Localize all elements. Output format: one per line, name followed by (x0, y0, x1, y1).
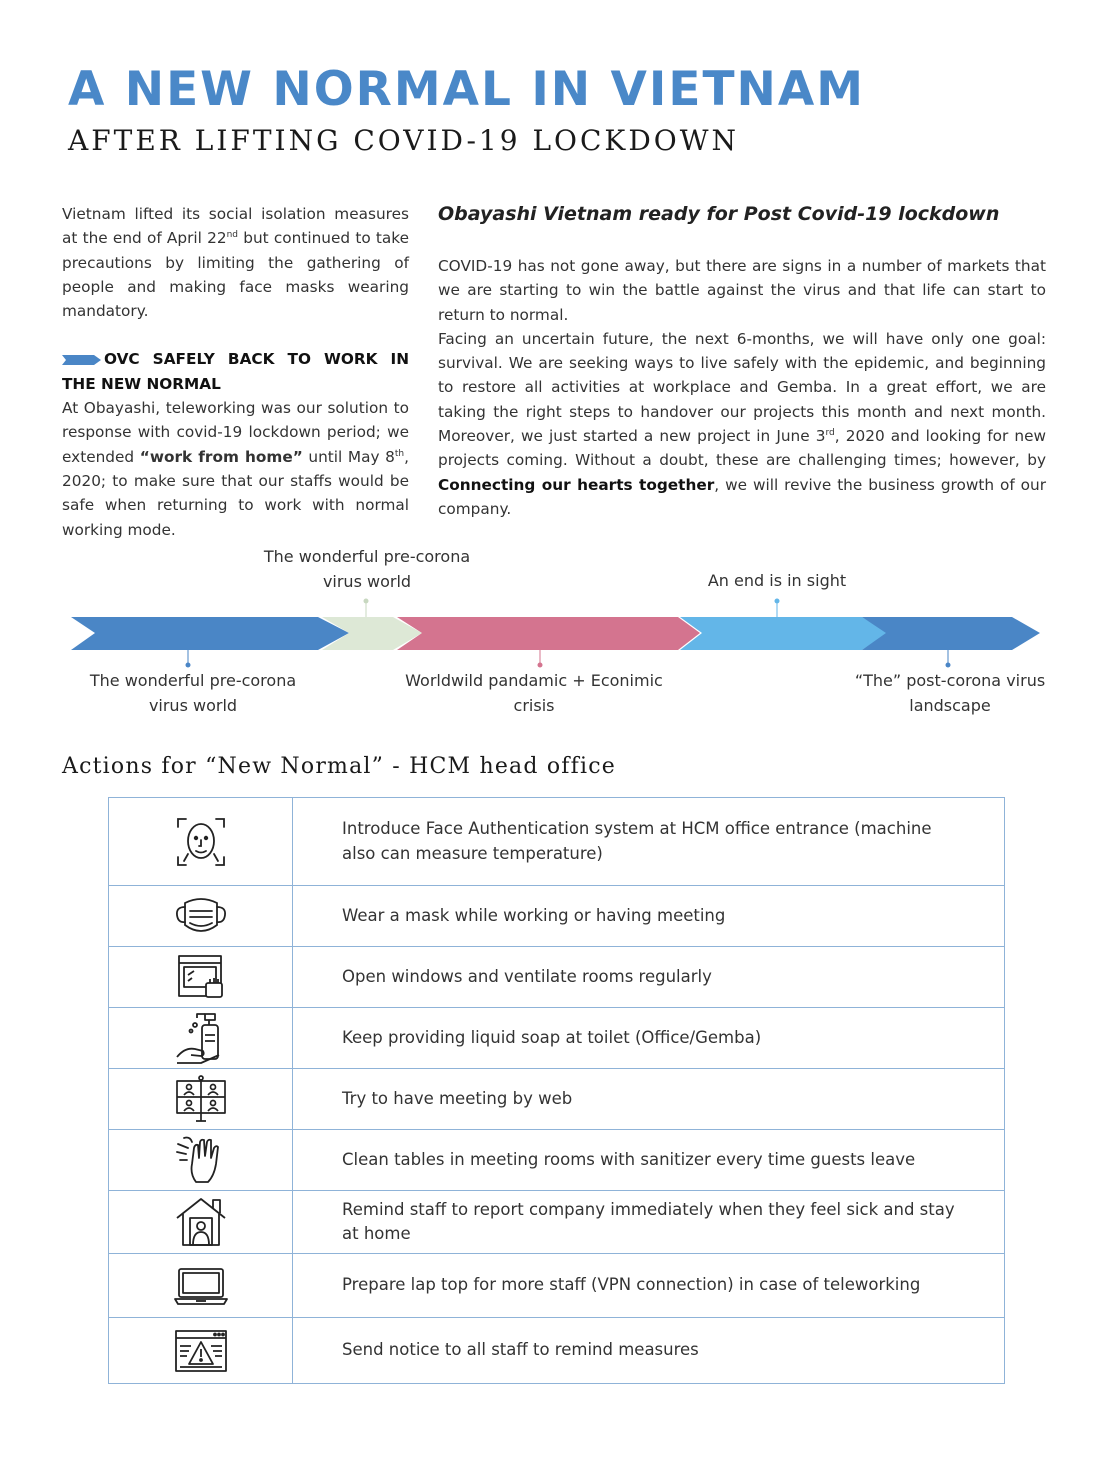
actions-title: Actions for “New Normal” - HCM head office (62, 754, 616, 779)
timeline-dot-1 (186, 663, 191, 668)
table-row (109, 1318, 1005, 1384)
action-text: Remind staff to report company immediately when they feel sick and stay at home (293, 1191, 1005, 1254)
section-heading: OVC SAFELY BACK TO WORK IN THE NEW NORMAL (62, 350, 409, 393)
timeline-stage-3 (397, 617, 700, 650)
action-text: Prepare lap top for more staff (VPN connection) in case of teleworking (293, 1254, 1005, 1318)
intro-paragraph: Vietnam lifted its social isolation measures at the end of April 22nd but continued to take precautions by limiting the gathering of people and making face masks wearing mandatory. (62, 205, 409, 321)
liquid-soap-icon (175, 1011, 227, 1065)
table-row (109, 1069, 1005, 1130)
timeline-label-4: An end is in sight (707, 571, 847, 590)
right-column (438, 200, 1046, 521)
table-row (109, 1130, 1005, 1191)
actions-table (108, 797, 1005, 1384)
timeline-label-3: Worldwild pandamic + Econimic crisis (405, 671, 663, 715)
article-heading: Obayashi Vietnam ready for Post Covid-19 lockdown (438, 203, 1000, 225)
timeline-stage-4 (680, 617, 888, 650)
face-mask-icon (173, 893, 229, 939)
table-row (109, 1191, 1005, 1254)
action-text: Wear a mask while working or having meeting (293, 886, 1005, 947)
table-row (109, 1254, 1005, 1318)
window-icon (176, 953, 226, 1001)
timeline-dot-2 (364, 599, 369, 604)
notice-warning-icon (173, 1328, 229, 1374)
timeline-dot-3 (538, 663, 543, 668)
arrow-bullet-icon (62, 354, 102, 366)
action-text: Send notice to all staff to remind measures (293, 1318, 1005, 1384)
page-subtitle: AFTER LIFTING COVID-19 LOCKDOWN (68, 124, 740, 157)
table-row (109, 886, 1005, 947)
laptop-icon (173, 1266, 229, 1306)
web-meeting-icon (174, 1075, 228, 1123)
action-text: Open windows and ventilate rooms regularly (293, 947, 1005, 1008)
stay-home-icon (174, 1196, 228, 1248)
page-title: A NEW NORMAL IN VIETNAM (68, 62, 866, 117)
action-text: Try to have meeting by web (293, 1069, 1005, 1130)
action-text: Introduce Face Authentication system at HCM office entrance (machine also can measure temperature) (293, 798, 1005, 886)
table-row (109, 947, 1005, 1008)
table-row (109, 798, 1005, 886)
timeline-arrows (0, 540, 1110, 670)
ovc-paragraph: At Obayashi, teleworking was our solution to response with covid-19 lockdown period; we extended “work from home” until May 8th, 2020; to make sure that our staffs would be safe when returning to work with normal working mode. (62, 399, 409, 539)
left-column (62, 202, 409, 542)
timeline-dot-4 (775, 599, 780, 604)
table-row (109, 1008, 1005, 1069)
timeline-stage-5 (862, 617, 1040, 650)
face-authentication-icon (175, 816, 227, 868)
timeline-label-2: The wonderful pre-corona virus world (263, 547, 471, 591)
timeline-label-1: The wonderful pre-corona virus world (89, 671, 297, 715)
action-text: Clean tables in meeting rooms with sanitizer every time guests leave (293, 1130, 1005, 1191)
timeline-dot-5 (946, 663, 951, 668)
sanitize-hand-icon (174, 1134, 228, 1186)
timeline-label-5: “The” post-corona virus landscape (854, 671, 1046, 715)
article-paragraph-1: COVID-19 has not gone away, but there are signs in a number of markets that we are starting to win the battle against the virus and that life can start to return to normal. (438, 257, 1046, 324)
timeline-stage-1 (71, 617, 349, 650)
article-paragraph-2: Facing an uncertain future, the next 6-months, we will have only one goal: survival. We are seeking ways to live safely with the epidemic, and beginning to restore all activities at workplace and Gemba. In a great effort, we are taking the right steps to handover our projects this month and next month. Moreover, we just started a new project in June 3rd, 2020 and looking for new projects coming. Without a doubt, these are challenging times; however, by Connecting our hearts together, we will revive the business growth of our company. (438, 329, 1047, 518)
action-text: Keep providing liquid soap at toilet (Office/Gemba) (293, 1008, 1005, 1069)
